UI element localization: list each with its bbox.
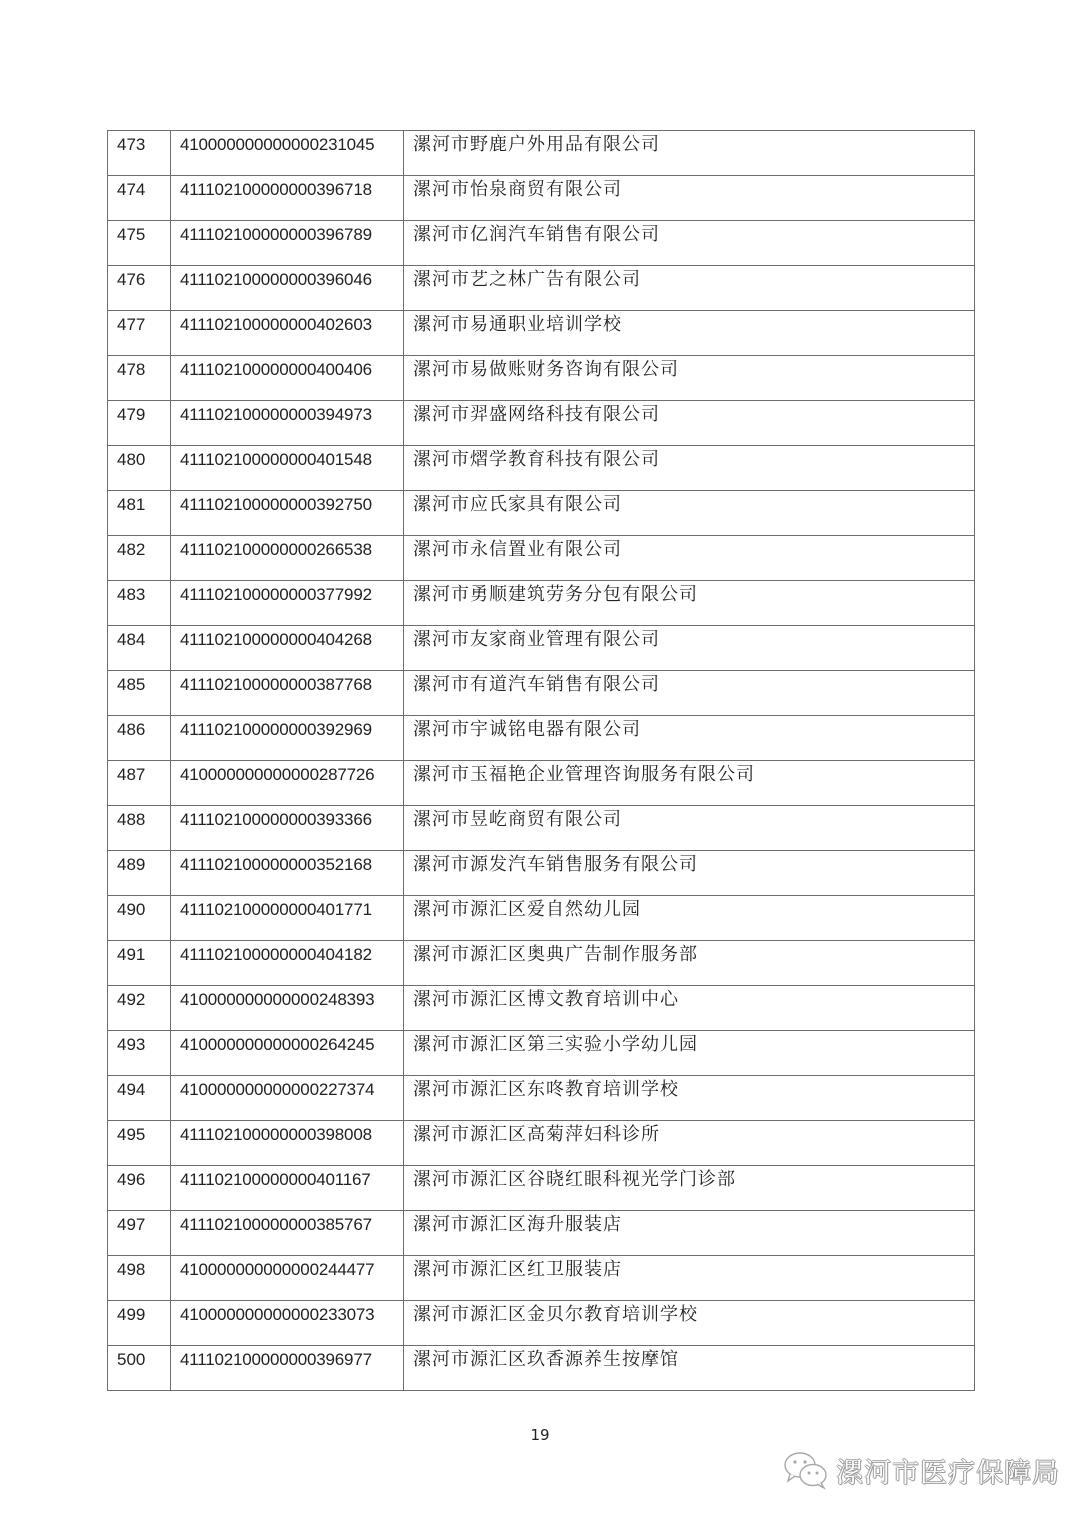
table-row — [108, 1256, 975, 1301]
row-seq-cell — [108, 1256, 171, 1301]
row-code-text: 411102100000000401548 — [180, 450, 372, 468]
row-name-cell — [404, 986, 975, 1031]
row-code-text: 411102100000000387768 — [180, 675, 372, 693]
table-row — [108, 536, 975, 581]
row-name-cell — [404, 1346, 975, 1391]
table-row — [108, 1076, 975, 1121]
row-name-cell — [404, 491, 975, 536]
row-name-cell — [404, 851, 975, 896]
row-code-cell — [171, 1121, 404, 1166]
table-row — [108, 941, 975, 986]
table-row — [108, 1301, 975, 1346]
row-name-text: 漯河市野鹿户外用品有限公司 — [413, 134, 660, 153]
row-name-cell — [404, 761, 975, 806]
row-name-cell — [404, 311, 975, 356]
row-seq-text: 486 — [117, 720, 146, 738]
row-seq-text: 495 — [117, 1125, 146, 1143]
row-seq-cell — [108, 671, 171, 716]
table-row — [108, 311, 975, 356]
row-name-cell — [404, 446, 975, 491]
table-row — [108, 1121, 975, 1166]
row-seq-cell — [108, 806, 171, 851]
row-name-cell — [404, 671, 975, 716]
row-name-text: 漯河市源汇区奥典广告制作服务部 — [413, 944, 698, 963]
row-code-cell — [171, 536, 404, 581]
row-seq-cell — [108, 446, 171, 491]
row-code-text: 410000000000000244477 — [180, 1260, 375, 1278]
row-seq-text: 487 — [117, 765, 146, 783]
row-code-text: 411102100000000393366 — [180, 810, 372, 828]
row-name-cell — [404, 1256, 975, 1301]
table-row — [108, 581, 975, 626]
row-name-text: 漯河市易做账财务咨询有限公司 — [413, 359, 679, 378]
row-code-cell — [171, 1031, 404, 1076]
row-name-text: 漯河市熠学教育科技有限公司 — [413, 449, 660, 468]
table-row — [108, 266, 975, 311]
row-code-text: 411102100000000396789 — [180, 225, 372, 243]
row-name-cell — [404, 626, 975, 671]
row-code-cell — [171, 851, 404, 896]
row-code-text: 411102100000000404182 — [180, 945, 372, 963]
row-name-text: 漯河市亿润汽车销售有限公司 — [413, 224, 660, 243]
row-seq-text: 490 — [117, 900, 146, 918]
table-row — [108, 176, 975, 221]
row-seq-text: 489 — [117, 855, 146, 873]
row-name-text: 漯河市应氏家具有限公司 — [413, 494, 622, 513]
row-code-cell — [171, 1301, 404, 1346]
row-seq-cell — [108, 851, 171, 896]
row-name-text: 漯河市源汇区金贝尔教育培训学校 — [413, 1304, 698, 1323]
row-name-text: 漯河市永信置业有限公司 — [413, 539, 622, 558]
row-code-cell — [171, 131, 404, 176]
row-name-cell — [404, 1076, 975, 1121]
table-row — [108, 491, 975, 536]
row-name-text: 漯河市源汇区东咚教育培训学校 — [413, 1079, 679, 1098]
row-code-cell — [171, 311, 404, 356]
row-seq-text: 482 — [117, 540, 146, 558]
row-code-cell — [171, 401, 404, 446]
row-seq-text: 484 — [117, 630, 146, 648]
row-seq-cell — [108, 266, 171, 311]
row-seq-text: 497 — [117, 1215, 146, 1233]
row-name-text: 漯河市源汇区玖香源养生按摩馆 — [413, 1349, 679, 1368]
table-row — [108, 401, 975, 446]
row-name-text: 漯河市有道汽车销售有限公司 — [413, 674, 660, 693]
row-seq-text: 478 — [117, 360, 146, 378]
row-code-text: 410000000000000231045 — [180, 135, 375, 153]
row-name-text: 漯河市源汇区博文教育培训中心 — [413, 989, 679, 1008]
row-seq-cell — [108, 1346, 171, 1391]
row-seq-cell — [108, 716, 171, 761]
row-seq-cell — [108, 1301, 171, 1346]
wechat-icon — [782, 1450, 830, 1490]
row-code-cell — [171, 986, 404, 1031]
row-name-cell — [404, 176, 975, 221]
row-name-text: 漯河市昱屹商贸有限公司 — [413, 809, 622, 828]
row-seq-cell — [108, 311, 171, 356]
row-name-cell — [404, 1301, 975, 1346]
row-code-cell — [171, 941, 404, 986]
row-seq-cell — [108, 491, 171, 536]
table-row — [108, 761, 975, 806]
row-seq-text: 499 — [117, 1305, 146, 1323]
row-name-text: 漯河市源汇区谷晓红眼科视光学门诊部 — [413, 1169, 736, 1188]
row-name-cell — [404, 1031, 975, 1076]
row-code-cell — [171, 1211, 404, 1256]
table-row — [108, 671, 975, 716]
enterprise-list-table — [107, 130, 975, 1391]
row-code-cell — [171, 1256, 404, 1301]
row-code-text: 410000000000000233073 — [180, 1305, 375, 1323]
row-code-text: 411102100000000404268 — [180, 630, 372, 648]
row-code-cell — [171, 1346, 404, 1391]
row-name-cell — [404, 1166, 975, 1211]
row-name-cell — [404, 221, 975, 266]
row-name-cell — [404, 356, 975, 401]
row-name-text: 漯河市友家商业管理有限公司 — [413, 629, 660, 648]
table-row — [108, 446, 975, 491]
row-code-text: 411102100000000385767 — [180, 1215, 372, 1233]
row-name-cell — [404, 896, 975, 941]
row-name-text: 漯河市源汇区第三实验小学幼儿园 — [413, 1034, 698, 1053]
row-seq-cell — [108, 131, 171, 176]
row-code-text: 411102100000000401771 — [180, 900, 372, 918]
row-code-text: 411102100000000377992 — [180, 585, 372, 603]
row-seq-text: 491 — [117, 945, 146, 963]
row-code-cell — [171, 671, 404, 716]
row-code-text: 411102100000000402603 — [180, 315, 372, 333]
row-name-text: 漯河市源汇区红卫服装店 — [413, 1259, 622, 1278]
row-name-cell — [404, 131, 975, 176]
row-name-cell — [404, 1121, 975, 1166]
row-name-text: 漯河市玉福艳企业管理咨询服务有限公司 — [413, 764, 755, 783]
row-code-cell — [171, 761, 404, 806]
row-seq-text: 494 — [117, 1080, 146, 1098]
row-seq-text: 479 — [117, 405, 146, 423]
table-row — [108, 851, 975, 896]
row-name-text: 漯河市源汇区海升服装店 — [413, 1214, 622, 1233]
table-row — [108, 356, 975, 401]
row-seq-cell — [108, 626, 171, 671]
table-body — [108, 131, 975, 1391]
row-seq-text: 475 — [117, 225, 146, 243]
row-name-text: 漯河市怡泉商贸有限公司 — [413, 179, 622, 198]
row-seq-text: 492 — [117, 990, 146, 1008]
row-seq-cell — [108, 536, 171, 581]
row-name-cell — [404, 941, 975, 986]
row-name-cell — [404, 716, 975, 761]
row-name-text: 漯河市源汇区高菊萍妇科诊所 — [413, 1124, 660, 1143]
row-code-cell — [171, 716, 404, 761]
table-row — [108, 806, 975, 851]
row-seq-text: 485 — [117, 675, 146, 693]
row-name-text: 漯河市易通职业培训学校 — [413, 314, 622, 333]
row-seq-cell — [108, 1211, 171, 1256]
row-seq-text: 483 — [117, 585, 146, 603]
row-code-cell — [171, 491, 404, 536]
table-row — [108, 131, 975, 176]
table-row — [108, 221, 975, 266]
table-row — [108, 1166, 975, 1211]
row-code-cell — [171, 581, 404, 626]
row-code-text: 410000000000000264245 — [180, 1035, 375, 1053]
row-seq-cell — [108, 941, 171, 986]
row-name-cell — [404, 581, 975, 626]
row-code-cell — [171, 176, 404, 221]
table-row — [108, 1346, 975, 1391]
row-name-cell — [404, 401, 975, 446]
table-row — [108, 986, 975, 1031]
row-seq-cell — [108, 401, 171, 446]
row-seq-text: 493 — [117, 1035, 146, 1053]
row-seq-text: 481 — [117, 495, 146, 513]
page-number: 19 — [530, 1426, 550, 1444]
row-seq-cell — [108, 761, 171, 806]
row-seq-cell — [108, 581, 171, 626]
row-code-text: 411102100000000396977 — [180, 1350, 372, 1368]
row-seq-text: 474 — [117, 180, 146, 198]
watermark-text: 漯河市医疗保障局 — [836, 1457, 1060, 1489]
row-code-text: 411102100000000392750 — [180, 495, 372, 513]
row-name-cell — [404, 806, 975, 851]
row-code-text: 411102100000000394973 — [180, 405, 372, 423]
row-seq-text: 496 — [117, 1170, 146, 1188]
row-name-cell — [404, 266, 975, 311]
row-code-text: 411102100000000401167 — [180, 1170, 371, 1188]
row-seq-text: 498 — [117, 1260, 146, 1278]
row-name-cell — [404, 536, 975, 581]
row-seq-text: 500 — [117, 1350, 146, 1368]
row-code-text: 411102100000000396046 — [180, 270, 372, 288]
row-code-cell — [171, 896, 404, 941]
row-name-text: 漯河市宇诚铭电器有限公司 — [413, 719, 641, 738]
row-name-cell — [404, 1211, 975, 1256]
row-code-text: 411102100000000266538 — [180, 540, 372, 558]
row-seq-cell — [108, 986, 171, 1031]
row-code-text: 411102100000000392969 — [180, 720, 372, 738]
row-code-cell — [171, 1166, 404, 1211]
row-code-cell — [171, 626, 404, 671]
row-code-cell — [171, 1076, 404, 1121]
row-seq-cell — [108, 1031, 171, 1076]
row-seq-text: 476 — [117, 270, 146, 288]
row-code-cell — [171, 266, 404, 311]
row-seq-cell — [108, 1166, 171, 1211]
row-code-text: 410000000000000248393 — [180, 990, 375, 1008]
row-code-cell — [171, 356, 404, 401]
row-code-text: 411102100000000398008 — [180, 1125, 372, 1143]
table-row — [108, 626, 975, 671]
row-seq-cell — [108, 176, 171, 221]
row-code-cell — [171, 221, 404, 266]
row-seq-text: 477 — [117, 315, 146, 333]
table-row — [108, 716, 975, 761]
row-code-cell — [171, 806, 404, 851]
row-seq-cell — [108, 221, 171, 266]
row-code-text: 411102100000000352168 — [180, 855, 372, 873]
watermark — [782, 1450, 1060, 1490]
row-code-text: 411102100000000400406 — [180, 360, 372, 378]
row-name-text: 漯河市勇顺建筑劳务分包有限公司 — [413, 584, 698, 603]
table-row — [108, 1031, 975, 1076]
row-code-cell — [171, 446, 404, 491]
row-seq-text: 480 — [117, 450, 146, 468]
row-seq-cell — [108, 1076, 171, 1121]
row-seq-text: 473 — [117, 135, 146, 153]
row-seq-cell — [108, 356, 171, 401]
row-name-text: 漯河市源汇区爱自然幼儿园 — [413, 899, 641, 918]
row-name-text: 漯河市源发汽车销售服务有限公司 — [413, 854, 698, 873]
row-seq-cell — [108, 1121, 171, 1166]
row-code-text: 410000000000000227374 — [180, 1080, 375, 1098]
table-row — [108, 896, 975, 941]
row-code-text: 411102100000000396718 — [180, 180, 372, 198]
row-seq-cell — [108, 896, 171, 941]
row-name-text: 漯河市羿盛网络科技有限公司 — [413, 404, 660, 423]
row-name-text: 漯河市艺之林广告有限公司 — [413, 269, 641, 288]
table-row — [108, 1211, 975, 1256]
row-seq-text: 488 — [117, 810, 146, 828]
row-code-text: 410000000000000287726 — [180, 765, 375, 783]
